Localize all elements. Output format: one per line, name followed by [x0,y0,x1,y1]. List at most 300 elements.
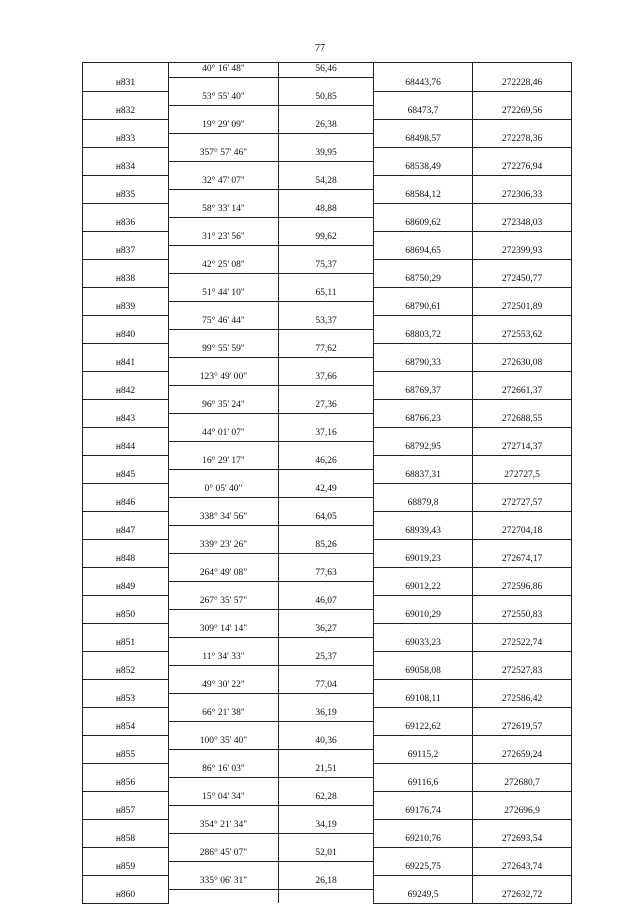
segment-length-cell: 77,63 [279,567,374,581]
table-row [83,133,572,147]
segment-length-cell [279,133,374,147]
point-name-cell: н835 [83,189,169,203]
direction-angle-cell: 11° 34' 33" [169,651,279,665]
segment-length-cell: 21,51 [279,763,374,777]
segment-length-cell: 85,26 [279,539,374,553]
table-row [83,833,572,847]
table-row [83,721,572,735]
y-coordinate-cell [473,231,572,245]
point-name-cell [83,147,169,161]
table-row [83,567,572,581]
direction-angle-cell [169,637,279,651]
y-coordinate-cell: 272586,42 [473,693,572,707]
y-coordinate-cell [473,651,572,665]
table-row [83,735,572,749]
point-name-cell: н843 [83,413,169,427]
segment-length-cell: 62,28 [279,791,374,805]
direction-angle-cell [169,133,279,147]
y-coordinate-cell [473,455,572,469]
table-row [83,427,572,441]
segment-length-cell [279,721,374,735]
direction-angle-cell: 309° 14' 14" [169,623,279,637]
x-coordinate-cell: 68803,72 [374,329,473,343]
point-name-cell: н846 [83,497,169,511]
table-row [83,287,572,301]
x-coordinate-cell: 69225,75 [374,861,473,875]
table-row [83,819,572,833]
segment-length-cell: 64,05 [279,511,374,525]
direction-angle-cell [169,413,279,427]
x-coordinate-cell [374,875,473,889]
x-coordinate-cell: 68538,49 [374,161,473,175]
segment-length-cell [279,105,374,119]
direction-angle-cell: 338° 34' 56" [169,511,279,525]
x-coordinate-cell: 69122,62 [374,721,473,735]
direction-angle-cell [169,833,279,847]
direction-angle-cell: 357° 57' 46" [169,147,279,161]
table-row [83,259,572,273]
y-coordinate-cell: 272348,03 [473,217,572,231]
point-name-cell [83,371,169,385]
y-coordinate-cell: 272276,94 [473,161,572,175]
point-name-cell [83,315,169,329]
y-coordinate-cell [473,735,572,749]
point-name-cell: н833 [83,133,169,147]
direction-angle-cell: 51° 44' 10" [169,287,279,301]
direction-angle-cell [169,217,279,231]
table-row [83,539,572,553]
table-row [83,91,572,105]
x-coordinate-cell: 69249,5 [374,889,473,903]
direction-angle-cell [169,665,279,679]
direction-angle-cell [169,385,279,399]
segment-length-cell [279,861,374,875]
direction-angle-cell [169,805,279,819]
table-row [83,315,572,329]
point-name-cell: н831 [83,77,169,91]
point-name-cell [83,455,169,469]
segment-length-cell [279,637,374,651]
table-row [83,245,572,259]
x-coordinate-cell [374,651,473,665]
segment-length-cell [279,413,374,427]
x-coordinate-cell [374,819,473,833]
y-coordinate-cell [473,91,572,105]
direction-angle-cell: 96° 35' 24" [169,399,279,413]
y-coordinate-cell [473,399,572,413]
y-coordinate-cell [473,203,572,217]
segment-length-cell [279,189,374,203]
y-coordinate-cell: 272680,7 [473,777,572,791]
point-name-cell [83,483,169,497]
direction-angle-cell: 31° 23' 56" [169,231,279,245]
y-coordinate-cell [473,819,572,833]
segment-length-cell [279,777,374,791]
x-coordinate-cell [374,259,473,273]
y-coordinate-cell: 272228,46 [473,77,572,91]
direction-angle-cell: 0° 05' 40" [169,483,279,497]
y-coordinate-cell [473,119,572,133]
x-coordinate-cell: 69019,23 [374,553,473,567]
y-coordinate-cell [473,483,572,497]
direction-angle-cell: 339° 23' 26" [169,539,279,553]
x-coordinate-cell: 69108,11 [374,693,473,707]
y-coordinate-cell: 272696,9 [473,805,572,819]
x-coordinate-cell: 68766,23 [374,413,473,427]
direction-angle-cell: 100° 35' 40" [169,735,279,749]
direction-angle-cell [169,777,279,791]
y-coordinate-cell [473,147,572,161]
y-coordinate-cell: 272550,83 [473,609,572,623]
x-coordinate-cell [374,287,473,301]
point-name-cell: н847 [83,525,169,539]
y-coordinate-cell: 272693,54 [473,833,572,847]
x-coordinate-cell [374,91,473,105]
table-row [83,441,572,455]
segment-length-cell: 36,27 [279,623,374,637]
y-coordinate-cell [473,763,572,777]
point-name-cell [83,539,169,553]
direction-angle-cell: 40° 16' 48" [169,63,279,78]
x-coordinate-cell: 69176,74 [374,805,473,819]
y-coordinate-cell: 272399,93 [473,245,572,259]
segment-length-cell [279,609,374,623]
point-name-cell [83,651,169,665]
direction-angle-cell [169,721,279,735]
y-coordinate-cell [473,343,572,357]
direction-angle-cell [169,553,279,567]
direction-angle-cell [169,497,279,511]
x-coordinate-cell: 68769,37 [374,385,473,399]
direction-angle-cell [169,469,279,483]
direction-angle-cell: 86° 16' 03" [169,763,279,777]
direction-angle-cell [169,525,279,539]
point-name-cell [83,119,169,133]
direction-angle-cell [169,105,279,119]
table-row [83,553,572,567]
x-coordinate-cell [374,63,473,78]
x-coordinate-cell: 69012,22 [374,581,473,595]
table-row [83,847,572,861]
segment-length-cell [279,497,374,511]
segment-length-cell: 27,36 [279,399,374,413]
segment-length-cell: 26,38 [279,119,374,133]
segment-length-cell [279,665,374,679]
point-name-cell [83,763,169,777]
direction-angle-cell [169,889,279,903]
x-coordinate-cell [374,399,473,413]
point-name-cell: н851 [83,637,169,651]
direction-angle-cell: 75° 46' 44" [169,315,279,329]
direction-angle-cell: 335° 06' 31" [169,875,279,889]
point-name-cell: н849 [83,581,169,595]
table-row [83,413,572,427]
table-row [83,875,572,889]
point-name-cell [83,735,169,749]
point-name-cell [83,259,169,273]
y-coordinate-cell: 272688,55 [473,413,572,427]
segment-length-cell [279,385,374,399]
direction-angle-cell [169,77,279,91]
direction-angle-cell: 286° 45' 07" [169,847,279,861]
x-coordinate-cell: 68609,62 [374,217,473,231]
y-coordinate-cell [473,847,572,861]
segment-length-cell [279,889,374,903]
point-name-cell: н857 [83,805,169,819]
segment-length-cell [279,441,374,455]
segment-length-cell: 99,62 [279,231,374,245]
table-row [83,273,572,287]
point-name-cell: н853 [83,693,169,707]
table-row [83,889,572,903]
x-coordinate-cell [374,735,473,749]
segment-length-cell [279,161,374,175]
x-coordinate-cell [374,679,473,693]
direction-angle-cell: 15° 04' 34" [169,791,279,805]
point-name-cell: н837 [83,245,169,259]
x-coordinate-cell [374,315,473,329]
x-coordinate-cell [374,147,473,161]
y-coordinate-cell [473,287,572,301]
x-coordinate-cell: 68443,76 [374,77,473,91]
direction-angle-cell: 264° 49' 08" [169,567,279,581]
y-coordinate-cell: 272704,18 [473,525,572,539]
x-coordinate-cell: 68790,61 [374,301,473,315]
x-coordinate-cell: 68879,8 [374,497,473,511]
table-row [83,301,572,315]
segment-length-cell [279,553,374,567]
x-coordinate-cell [374,623,473,637]
x-coordinate-cell: 68694,65 [374,245,473,259]
segment-length-cell: 26,18 [279,875,374,889]
x-coordinate-cell [374,483,473,497]
point-name-cell: н856 [83,777,169,791]
y-coordinate-cell: 272269,56 [473,105,572,119]
table-row [83,189,572,203]
y-coordinate-cell: 272643,74 [473,861,572,875]
segment-length-cell: 46,26 [279,455,374,469]
x-coordinate-cell: 68584,12 [374,189,473,203]
table-row [83,805,572,819]
direction-angle-cell: 66° 21' 38" [169,707,279,721]
table-row [83,161,572,175]
segment-length-cell [279,581,374,595]
table-row [83,371,572,385]
segment-length-cell [279,749,374,763]
y-coordinate-cell: 272661,37 [473,385,572,399]
point-name-cell [83,875,169,889]
point-name-cell [83,287,169,301]
table-row [83,147,572,161]
y-coordinate-cell: 272501,89 [473,301,572,315]
y-coordinate-cell: 272553,62 [473,329,572,343]
point-name-cell [83,819,169,833]
y-coordinate-cell: 272714,37 [473,441,572,455]
y-coordinate-cell: 272527,83 [473,665,572,679]
table-row [83,623,572,637]
segment-length-cell: 48,88 [279,203,374,217]
x-coordinate-cell [374,791,473,805]
point-name-cell [83,231,169,245]
direction-angle-cell: 58° 33' 14" [169,203,279,217]
x-coordinate-cell: 68792,95 [374,441,473,455]
direction-angle-cell [169,245,279,259]
x-coordinate-cell [374,595,473,609]
table-row [83,343,572,357]
segment-length-cell [279,469,374,483]
y-coordinate-cell [473,595,572,609]
point-name-cell [83,847,169,861]
segment-length-cell: 77,62 [279,343,374,357]
table-row [83,455,572,469]
point-name-cell [83,175,169,189]
point-name-cell: н836 [83,217,169,231]
x-coordinate-cell: 68750,29 [374,273,473,287]
segment-length-cell: 54,28 [279,175,374,189]
table-row [83,791,572,805]
direction-angle-cell: 42° 25' 08" [169,259,279,273]
segment-length-cell: 36,19 [279,707,374,721]
y-coordinate-cell: 272619,57 [473,721,572,735]
table-row [83,665,572,679]
point-name-cell: н860 [83,889,169,903]
table-row [83,483,572,497]
direction-angle-cell: 16° 29' 17" [169,455,279,469]
x-coordinate-cell [374,707,473,721]
x-coordinate-cell: 68790,33 [374,357,473,371]
point-name-cell: н852 [83,665,169,679]
table-row [83,763,572,777]
segment-length-cell [279,217,374,231]
point-name-cell: н840 [83,329,169,343]
segment-length-cell: 25,37 [279,651,374,665]
table-row [83,217,572,231]
direction-angle-cell: 99° 55' 59" [169,343,279,357]
direction-angle-cell [169,749,279,763]
x-coordinate-cell: 69033,23 [374,637,473,651]
point-name-cell [83,595,169,609]
table-row [83,609,572,623]
segment-length-cell: 34,19 [279,819,374,833]
x-coordinate-cell [374,371,473,385]
table-row [83,707,572,721]
table-row [83,525,572,539]
x-coordinate-cell: 69115,2 [374,749,473,763]
segment-length-cell [279,357,374,371]
direction-angle-cell [169,273,279,287]
y-coordinate-cell [473,259,572,273]
point-name-cell [83,91,169,105]
y-coordinate-cell [473,427,572,441]
direction-angle-cell [169,693,279,707]
direction-angle-cell [169,189,279,203]
segment-length-cell: 53,37 [279,315,374,329]
segment-length-cell [279,525,374,539]
y-coordinate-cell [473,623,572,637]
x-coordinate-cell: 68473,7 [374,105,473,119]
x-coordinate-cell: 69116,6 [374,777,473,791]
table-row [83,203,572,217]
direction-angle-cell: 267° 35' 57" [169,595,279,609]
point-name-cell [83,567,169,581]
point-name-cell: н845 [83,469,169,483]
segment-length-cell: 39,95 [279,147,374,161]
x-coordinate-cell [374,455,473,469]
point-name-cell: н844 [83,441,169,455]
page-number: 77 [315,43,325,54]
direction-angle-cell [169,861,279,875]
y-coordinate-cell: 272632,72 [473,889,572,903]
point-name-cell: н841 [83,357,169,371]
y-coordinate-cell [473,791,572,805]
table-row [83,637,572,651]
y-coordinate-cell: 272659,24 [473,749,572,763]
segment-length-cell: 37,16 [279,427,374,441]
point-name-cell: н839 [83,301,169,315]
x-coordinate-cell: 68837,31 [374,469,473,483]
x-coordinate-cell [374,231,473,245]
y-coordinate-cell [473,315,572,329]
point-name-cell [83,679,169,693]
point-name-cell [83,623,169,637]
table-row [83,357,572,371]
table-row [83,777,572,791]
segment-length-cell [279,833,374,847]
y-coordinate-cell [473,567,572,581]
point-name-cell [83,203,169,217]
x-coordinate-cell: 69210,76 [374,833,473,847]
direction-angle-cell [169,161,279,175]
coordinates-table-body [83,63,572,904]
table-row [83,385,572,399]
y-coordinate-cell [473,679,572,693]
y-coordinate-cell [473,875,572,889]
direction-angle-cell [169,609,279,623]
y-coordinate-cell [473,707,572,721]
table-row [83,119,572,133]
y-coordinate-cell: 272727,5 [473,469,572,483]
x-coordinate-cell [374,343,473,357]
point-name-cell: н855 [83,749,169,763]
y-coordinate-cell: 272596,86 [473,581,572,595]
segment-length-cell: 77,04 [279,679,374,693]
table-row [83,175,572,189]
table-row [83,693,572,707]
x-coordinate-cell [374,539,473,553]
direction-angle-cell: 32° 47' 07" [169,175,279,189]
segment-length-cell: 50,85 [279,91,374,105]
y-coordinate-cell [473,539,572,553]
point-name-cell [83,343,169,357]
point-name-cell [83,427,169,441]
point-name-cell [83,791,169,805]
segment-length-cell [279,301,374,315]
y-coordinate-cell: 272278,36 [473,133,572,147]
direction-angle-cell: 19° 29' 09" [169,119,279,133]
x-coordinate-cell [374,567,473,581]
point-name-cell: н834 [83,161,169,175]
y-coordinate-cell [473,175,572,189]
direction-angle-cell [169,357,279,371]
direction-angle-cell: 123° 49' 00" [169,371,279,385]
y-coordinate-cell [473,371,572,385]
table-row [83,497,572,511]
segment-length-cell: 46,07 [279,595,374,609]
point-name-cell [83,511,169,525]
table-row [83,749,572,763]
point-name-cell: н854 [83,721,169,735]
y-coordinate-cell: 272522,74 [473,637,572,651]
